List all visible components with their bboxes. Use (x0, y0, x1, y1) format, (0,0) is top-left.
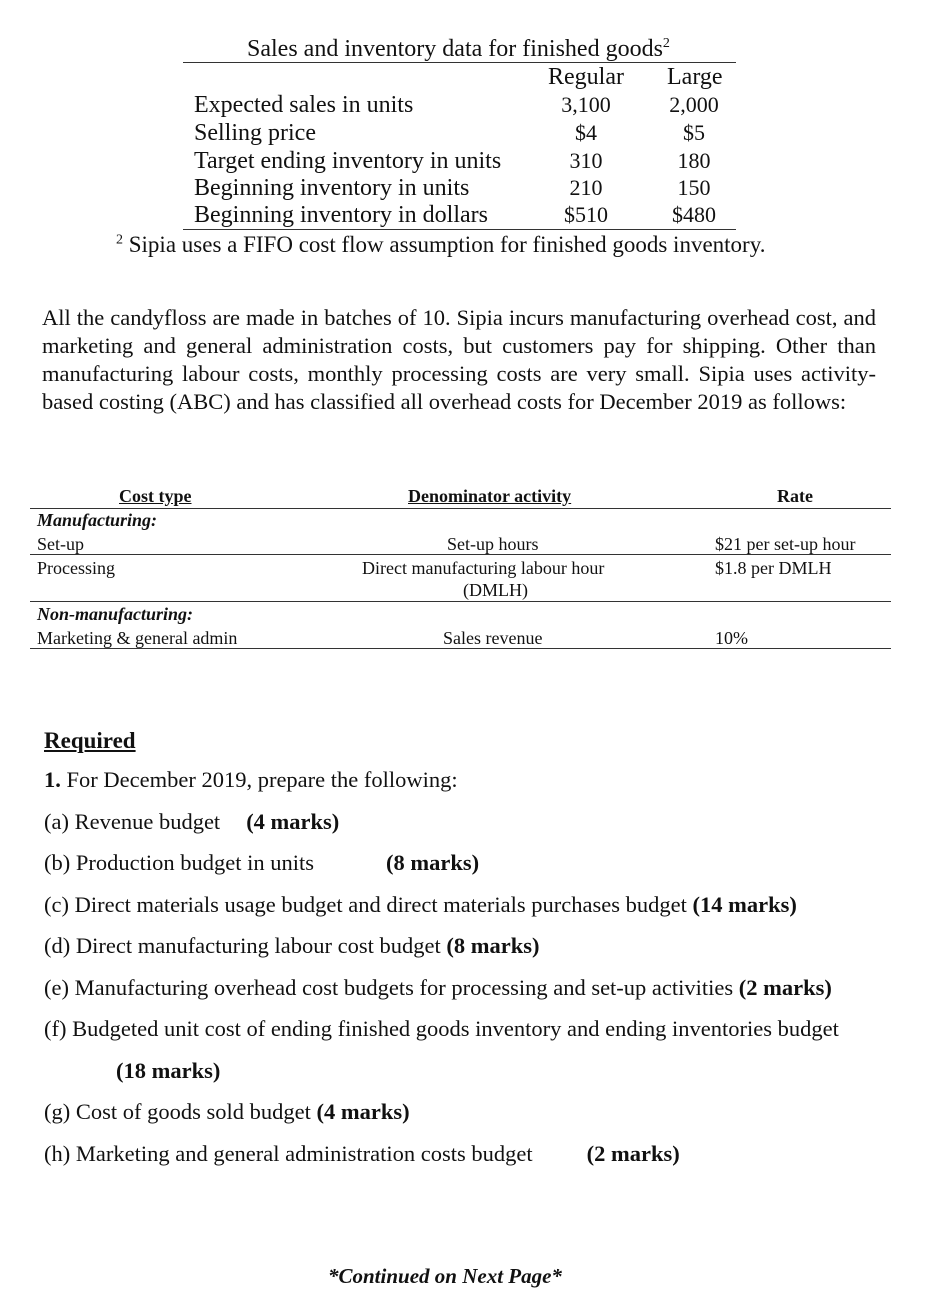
sales-table-title: Sales and inventory data for finished goods$^2$ (247, 36, 670, 62)
row-label: Beginning inventory in units (194, 175, 470, 201)
required-item-c: (c) Direct materials usage budget and direct materials purchases budget (14 marks) (44, 892, 797, 917)
header-rate: Rate (777, 486, 813, 506)
regular-value: $510 (564, 202, 608, 227)
required-item-e: (e) Manufacturing overhead cost budgets for processing and set-up activities (2 marks) (44, 975, 832, 1000)
required-item-g: (g) Cost of goods sold budget (4 marks) (44, 1099, 410, 1124)
table-rule (30, 554, 891, 555)
large-value: $480 (672, 202, 716, 227)
required-item-a: (a) Revenue budget (4 marks) (44, 809, 340, 834)
table-rule (183, 229, 736, 230)
intro-paragraph: All the candyfloss are made in batches of 10. Sipia incurs manufacturing overhead cost, and marketing and general administration costs, but customers pay for shipping. Other than manufacturing labour costs, monthly processing costs are very small. Sipia uses activity-based costing (ABC) and has classified all overhead costs for December 2019 as follows: (42, 305, 876, 414)
row-label: Expected sales in units (194, 92, 414, 118)
large-value: 180 (677, 148, 711, 173)
denominator-processing: Direct manufacturing labour hour (362, 558, 605, 578)
regular-value: 210 (569, 175, 603, 200)
denominator-marketing: Sales revenue (443, 628, 543, 648)
required-heading: Required (44, 728, 136, 753)
table-rule (30, 601, 891, 602)
section-manufacturing: Manufacturing: (37, 510, 158, 530)
continued-notice: *Continued on Next Page* (328, 1264, 562, 1288)
required-item-f: (f) Budgeted unit cost of ending finished goods inventory and ending inventories budget (44, 1016, 839, 1041)
denominator-setup: Set-up hours (447, 534, 539, 554)
cost-type-processing: Processing (37, 558, 115, 578)
column-header-regular: Regular (548, 64, 624, 90)
large-value: 2,000 (669, 92, 719, 117)
header-denominator-activity: Denominator activity (408, 486, 572, 506)
cost-type-setup: Set-up (37, 534, 84, 554)
header-cost-type: Cost type (119, 486, 192, 506)
row-label: Beginning inventory in dollars (194, 202, 488, 228)
required-item-f-marks: (18 marks) (116, 1058, 221, 1083)
rate-setup: $21 per set-up hour (715, 534, 856, 554)
large-value: $5 (683, 120, 705, 145)
required-item-h: (h) Marketing and general administration costs budget (2 marks) (44, 1141, 680, 1166)
required-item-d: (d) Direct manufacturing labour cost budget (8 marks) (44, 933, 540, 958)
section-non-manufacturing: Non-manufacturing: (37, 604, 194, 624)
rate-processing: $1.8 per DMLH (715, 558, 832, 578)
table-rule (30, 508, 891, 509)
rate-marketing: 10% (715, 628, 748, 648)
footnote: $^2$ Sipia uses a FIFO cost flow assumption for finished goods inventory. (116, 232, 766, 257)
table-rule (183, 62, 736, 63)
regular-value: 3,100 (561, 92, 611, 117)
large-value: 150 (677, 175, 711, 200)
required-item-b: (b) Production budget in units (8 marks) (44, 850, 480, 875)
regular-value: 310 (569, 148, 603, 173)
regular-value: $4 (575, 120, 597, 145)
cost-type-marketing: Marketing & general admin (37, 628, 238, 648)
column-header-large: Large (667, 64, 723, 90)
table-rule (30, 648, 891, 649)
question-1: 1. For December 2019, prepare the following: (44, 767, 458, 792)
denominator-processing-abbr: (DMLH) (463, 580, 528, 600)
row-label: Target ending inventory in units (194, 148, 502, 174)
row-label: Selling price (194, 120, 316, 146)
